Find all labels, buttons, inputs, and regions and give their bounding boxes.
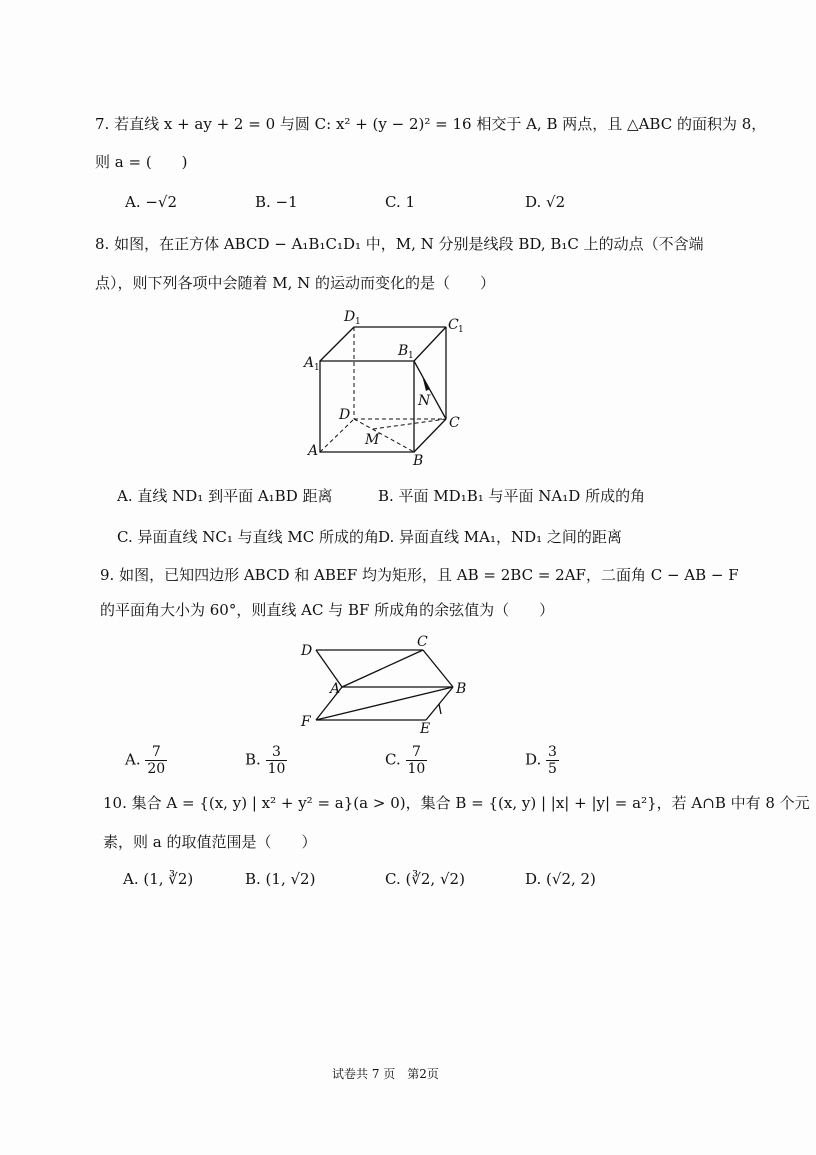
q9-option-a <box>125 744 167 777</box>
q9-option-b-fraction <box>266 744 288 777</box>
q9-line1: 9. 如图，已知四边形 ABCD 和 ABEF 均为矩形，且 AB = 2BC = 2AF，二面角 C − AB − F <box>100 566 739 584</box>
q9-option-d <box>525 744 559 777</box>
q9-line2: 的平面角大小为 60°，则直线 AC 与 BF 所成角的余弦值为（ ） <box>100 601 555 619</box>
q9-option-d-num: 3 <box>548 744 557 760</box>
q7-option-b: B. −1 <box>255 193 298 211</box>
q9-option-b <box>245 744 287 777</box>
label-N: N <box>418 393 431 409</box>
label-F: F <box>301 714 311 730</box>
q9-option-b-num: 3 <box>266 744 288 761</box>
label-M: M <box>365 432 380 448</box>
q9-option-c-den: 10 <box>407 761 426 777</box>
q9-option-b-den: 10 <box>267 761 286 777</box>
q10-line2: 素，则 a 的取值范围是（ ） <box>103 833 317 851</box>
q9-option-c-fraction <box>406 744 428 777</box>
q7-option-d: D. √2 <box>525 193 566 211</box>
label-D1: D <box>344 309 356 325</box>
q10-option-a: A. (1, ∛2) <box>123 870 194 888</box>
q8-line2: 点），则下列各项中会随着 M, N 的运动而变化的是（ ） <box>95 274 496 292</box>
q10-option-b: B. (1, √2) <box>245 870 316 888</box>
label-C1-sub: 1 <box>458 325 464 335</box>
label-D1-sub: 1 <box>355 317 361 327</box>
label-E: E <box>420 721 431 737</box>
label-A: A <box>308 443 319 459</box>
label-B1-sub: 1 <box>408 351 414 361</box>
q7-option-c: C. 1 <box>385 193 416 211</box>
label-A1-sub: 1 <box>314 363 320 373</box>
q9-option-a-num: 7 <box>145 744 167 761</box>
q10-option-c: C. (∛2, √2) <box>385 870 465 888</box>
label-A: A <box>330 681 341 697</box>
q10-option-d: D. (√2, 2) <box>525 870 596 888</box>
q7-line2: 则 a = ( ) <box>95 153 188 171</box>
label-A1: A <box>304 355 315 371</box>
cube-figure <box>298 305 468 470</box>
q9-option-d-den: 5 <box>548 761 557 777</box>
label-B: B <box>456 681 467 697</box>
label-B1: B <box>398 343 409 359</box>
q9-option-b-label: B. <box>245 750 261 769</box>
q7-line1: 7. 若直线 x + ay + 2 = 0 与圆 C: x² + (y − 2)² = 16 相交于 A, B 两点，且 △ABC 的面积为 8， <box>95 115 767 133</box>
q9-option-d-fraction <box>546 744 559 777</box>
q7-option-a: A. −√2 <box>125 193 178 211</box>
q8-option-d: D. 异面直线 MA₁，ND₁ 之间的距离 <box>378 528 622 546</box>
label-B: B <box>413 453 424 469</box>
q9-option-c <box>385 744 427 777</box>
q8-option-b: B. 平面 MD₁B₁ 与平面 NA₁D 所成的角 <box>378 487 646 505</box>
q9-option-c-label: C. <box>385 750 401 769</box>
page-footer: 试卷共 7 页 第2页 <box>332 1067 439 1081</box>
q10-line1: 10. 集合 A = {(x, y) | x² + y² = a}(a > 0)，集合 B = {(x, y) | |x| + |y| = a²}，若 A∩B 中有 8 个元 <box>103 794 810 812</box>
q8-option-c: C. 异面直线 NC₁ 与直线 MC 所成的角 <box>117 528 380 546</box>
label-C1: C <box>448 317 459 333</box>
q9-option-c-num: 7 <box>406 744 428 761</box>
rectangles-figure <box>298 632 478 737</box>
label-C: C <box>449 415 460 431</box>
q9-option-a-den: 20 <box>147 761 166 777</box>
q9-option-d-label: D. <box>525 750 542 769</box>
q8-line1: 8. 如图，在正方体 ABCD − A₁B₁C₁D₁ 中，M, N 分别是线段 BD, B₁C 上的动点（不含端 <box>95 235 704 253</box>
q9-option-a-fraction <box>145 744 167 777</box>
q8-option-a: A. 直线 ND₁ 到平面 A₁BD 距离 <box>117 487 333 505</box>
label-D: D <box>301 643 313 659</box>
label-D: D <box>339 407 351 423</box>
label-C: C <box>417 634 428 650</box>
q9-option-a-label: A. <box>125 750 141 769</box>
